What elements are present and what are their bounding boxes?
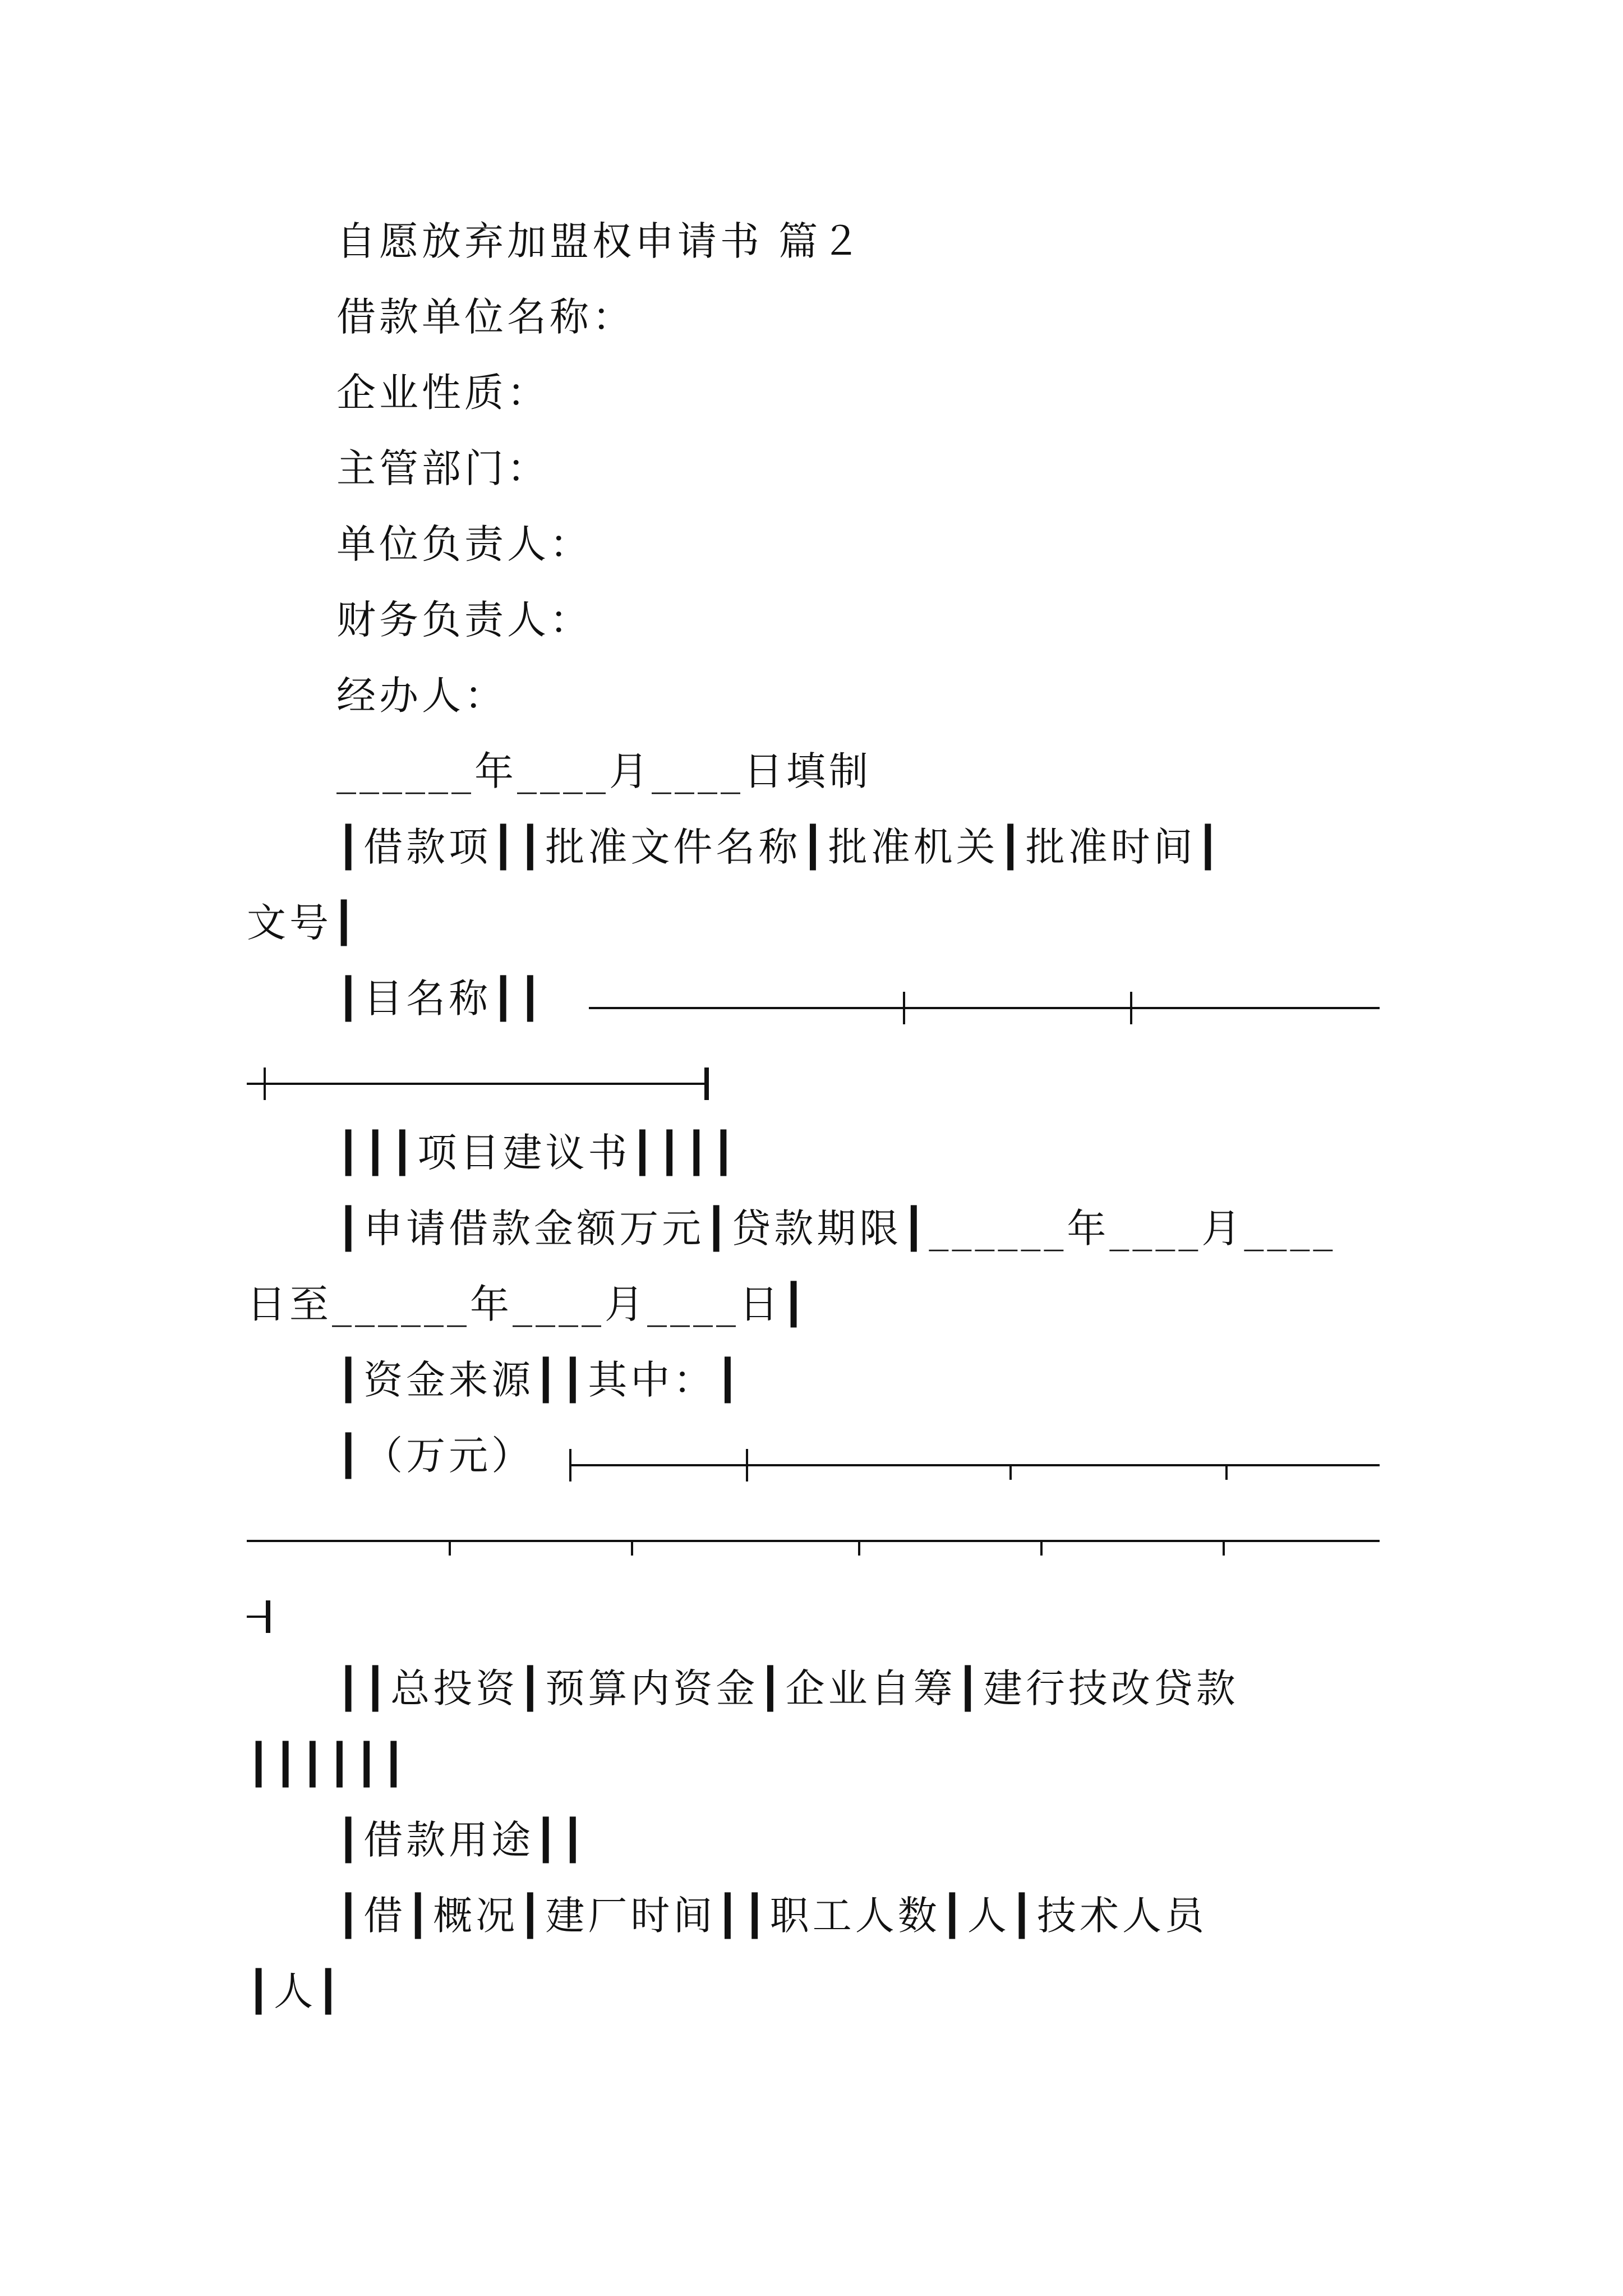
field-handler: 经办人：: [336, 673, 507, 719]
table-loan-amount-row: ┃申请借款金额万元┃贷款期限┃______年____月____: [336, 1205, 1336, 1251]
table-rule-joint: [1009, 1464, 1012, 1480]
table-rule-joint: [1130, 992, 1132, 1024]
table-overview-row: ┃借┃概况┃建厂时间┃┃职工人数┃人┃技术人员: [336, 1893, 1208, 1939]
table-rule-joint: [746, 1449, 748, 1481]
date-line: ______年____月____日填制: [336, 748, 872, 794]
table-rule: [247, 1540, 1380, 1542]
table-rule-end: [266, 1600, 270, 1633]
table-rule-joint: [858, 1540, 860, 1556]
table-rule-end: [704, 1068, 709, 1100]
table-investment-row-wrap: ┃┃┃┃┃┃: [247, 1741, 409, 1787]
table-rule: [569, 1464, 1380, 1466]
table-rule: [247, 1083, 707, 1085]
table-loan-purpose-row: ┃借款用途┃┃: [336, 1817, 588, 1863]
table-header-row: ┃借款项┃┃批准文件名称┃批准机关┃批准时间┃: [336, 824, 1223, 870]
table-investment-row: ┃┃总投资┃预算内资金┃企业自筹┃建行技改贷款: [336, 1665, 1239, 1711]
table-rule-joint: [264, 1068, 266, 1100]
table-fund-source-row: ┃资金来源┃┃其中：┃: [336, 1357, 743, 1403]
table-rule-joint: [903, 992, 905, 1024]
field-finance-head: 财务负责人：: [336, 597, 592, 643]
table-proposal-row: ┃┃┃项目建议书┃┃┃┃: [336, 1130, 739, 1176]
table-overview-row-wrap: ┃人┃: [247, 1968, 344, 2014]
table-header-row-wrap: 文号┃: [247, 900, 359, 946]
document-title: 自愿放弃加盟权申请书 篇２: [336, 218, 864, 264]
table-rule-joint: [449, 1540, 451, 1556]
table-rule-joint: [569, 1449, 571, 1481]
table-rule-joint: [631, 1540, 633, 1556]
table-loan-amount-row-wrap: 日至______年____月____日┃: [247, 1281, 809, 1327]
field-unit-head: 单位负责人：: [336, 521, 592, 567]
field-enterprise-nature: 企业性质：: [336, 370, 550, 416]
table-rule-joint: [1223, 1540, 1225, 1556]
field-borrower-name: 借款单位名称：: [336, 294, 635, 340]
table-rule-joint: [1040, 1540, 1043, 1556]
table-rule: [589, 1007, 1380, 1009]
field-supervising-department: 主管部门：: [336, 445, 550, 491]
table-unit-row: ┃（万元）: [336, 1433, 534, 1479]
table-rule-joint: [1225, 1464, 1228, 1480]
table-project-name-row: ┃目名称┃┃: [336, 976, 546, 1022]
